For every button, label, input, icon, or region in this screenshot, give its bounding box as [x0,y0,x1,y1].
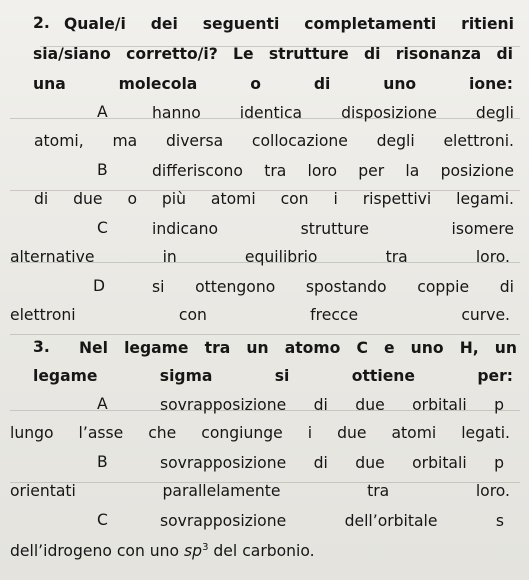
question-text-line: legame sigma si ottiene per: [33,367,513,385]
option-text-line: indicano strutture isomere [152,220,514,238]
question-number: 2. [33,14,50,32]
option-text-line: si ottengono spostando coppie di [152,278,514,296]
option-letter: A [97,395,108,413]
option-text-line: sovrapposizione di due orbitali p [160,454,504,472]
option-text-line: atomi, ma diversa collocazione degli elettroni. [34,132,514,150]
option-text-line: hanno identica disposizione degli [152,104,514,122]
option-text-line: differiscono tra loro per la posizione [152,162,514,180]
option-letter: A [97,103,108,121]
option-text-line-formula: dell’idrogeno con uno $sp^3$ del carbonio. [10,541,315,560]
option-text-line: alternative in equilibrio tra loro. [10,248,510,266]
option-letter: B [97,453,108,471]
option-text-line: di due o più atomi con i rispettivi legami. [34,190,514,208]
question-text-line: sia/siano corretto/i? Le strutture di risonanza di [33,45,513,63]
question-number: 3. [33,338,50,356]
option-text-line: sovrapposizione di due orbitali p [160,396,504,414]
option-text-line: elettroni con frecce curve. [10,306,510,324]
option-text-line: orientati parallelamente tra loro. [10,482,510,500]
option-letter: C [97,511,108,529]
option-text-line: sovrapposizione dell’orbitale s [160,512,504,530]
paper-rule [10,334,520,335]
option-letter: B [97,161,108,179]
question-text-line: Nel legame tra un atomo C e uno H, un [79,339,517,357]
question-text-line: una molecola o di uno ione: [33,75,513,93]
question-text-line: Quale/i dei seguenti completamenti ritieni [64,15,514,33]
option-letter: C [97,219,108,237]
option-letter: D [93,277,106,295]
option-text-line: lungo l’asse che congiunge i due atomi legati. [10,424,510,442]
